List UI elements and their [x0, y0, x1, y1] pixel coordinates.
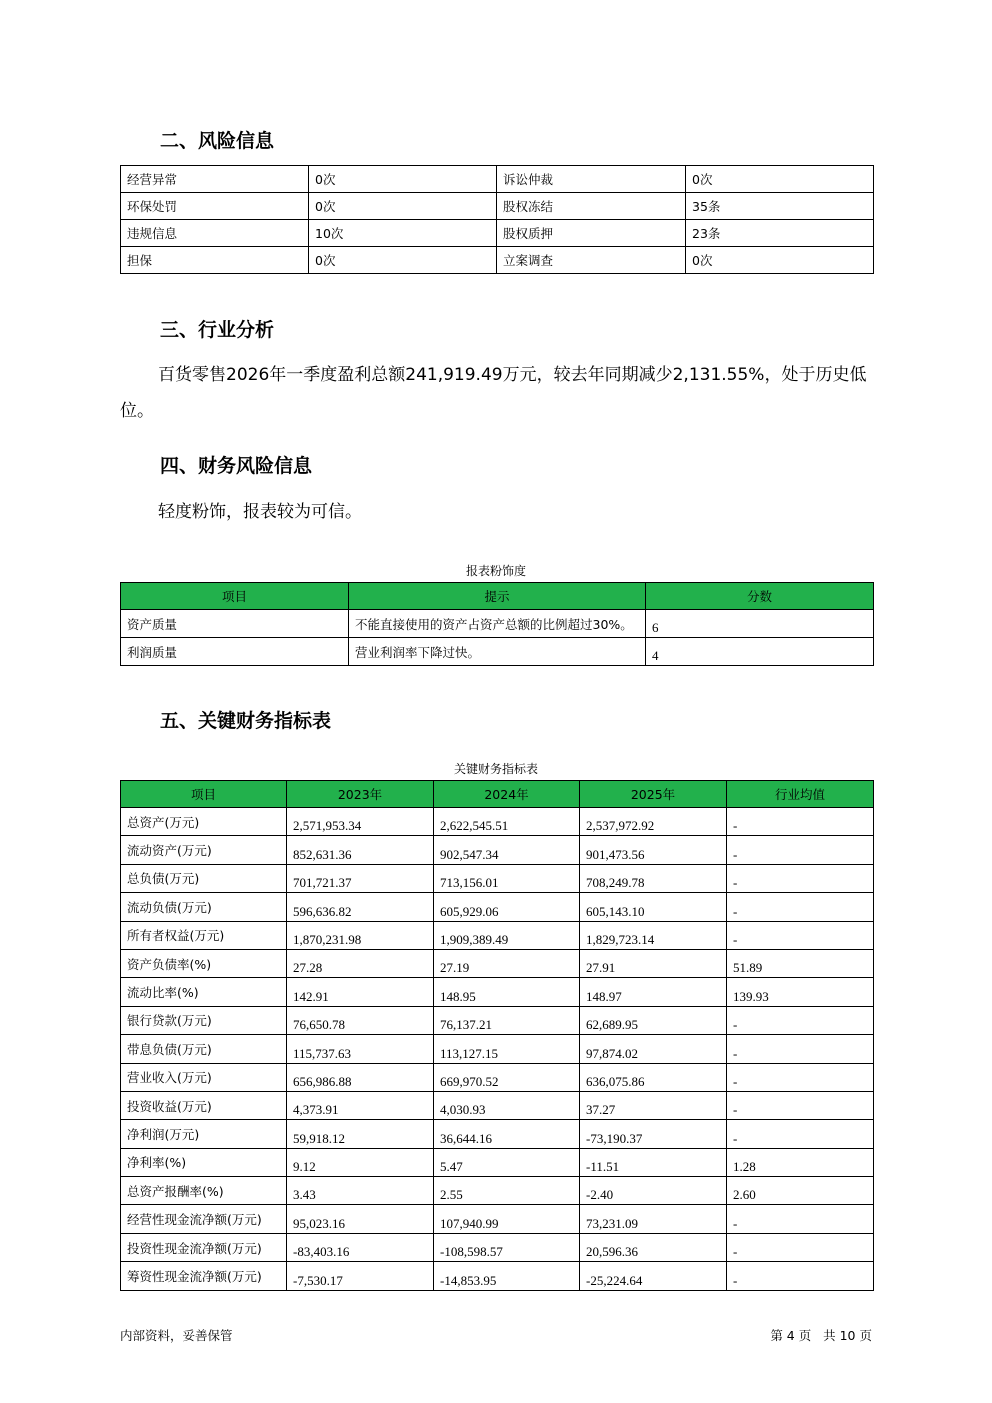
risk-value-cell: 0次: [309, 247, 497, 274]
metric-value-cell: 2.60: [727, 1177, 874, 1205]
metric-value-cell: 656,986.88: [287, 1063, 434, 1091]
metric-value-cell: 3.43: [287, 1177, 434, 1205]
section-title-fin-risk: 四、财务风险信息: [160, 455, 313, 477]
metric-label-cell: 投资收益(万元): [121, 1091, 287, 1119]
risk-value-cell: 0次: [309, 166, 497, 193]
section-title-key-metrics: 五、关键财务指标表: [160, 710, 332, 732]
metric-value-cell: -: [727, 1262, 874, 1290]
metric-value-cell: 37.27: [580, 1091, 727, 1119]
metric-label-cell: 带息负债(万元): [121, 1035, 287, 1063]
metric-value-cell: 708,249.78: [580, 864, 727, 892]
metric-label-cell: 筹资性现金流净额(万元): [121, 1262, 287, 1290]
table-row: [121, 864, 874, 892]
table-row: [121, 1091, 874, 1119]
metric-value-cell: -: [727, 864, 874, 892]
risk-row: [121, 247, 874, 274]
metric-value-cell: 95,023.16: [287, 1205, 434, 1233]
risk-value-cell: 0次: [686, 247, 874, 274]
risk-row: [121, 193, 874, 220]
metric-value-cell: 115,737.63: [287, 1035, 434, 1063]
metric-label-cell: 资产负债率(%): [121, 949, 287, 977]
polish-header-cell: 提示: [349, 583, 646, 610]
metric-label-cell: 所有者权益(万元): [121, 921, 287, 949]
metrics-table-caption: 关键财务指标表: [453, 762, 538, 776]
metric-value-cell: 148.95: [434, 978, 580, 1006]
table-row: [121, 1262, 874, 1290]
polish-cell: 营业利润率下降过快。: [349, 638, 646, 666]
metric-value-cell: -25,224.64: [580, 1262, 727, 1290]
metric-value-cell: -2.40: [580, 1177, 727, 1205]
polish-table-caption: 报表粉饰度: [465, 564, 526, 578]
table-row: [121, 1120, 874, 1148]
metric-value-cell: 852,631.36: [287, 836, 434, 864]
metric-label-cell: 总资产(万元): [121, 808, 287, 836]
metric-value-cell: 701,721.37: [287, 864, 434, 892]
metric-label-cell: 流动负债(万元): [121, 893, 287, 921]
metric-label-cell: 总资产报酬率(%): [121, 1177, 287, 1205]
table-row: [121, 978, 874, 1006]
metric-value-cell: 107,940.99: [434, 1205, 580, 1233]
metric-value-cell: -83,403.16: [287, 1233, 434, 1261]
polish-cell: 利润质量: [121, 638, 349, 666]
table-row: [121, 1233, 874, 1261]
metric-value-cell: 713,156.01: [434, 864, 580, 892]
risk-value-cell: 0次: [686, 166, 874, 193]
footer-left: 内部资料，妥善保管: [120, 1328, 233, 1343]
risk-label-cell: 担保: [121, 247, 309, 274]
metric-value-cell: 1,829,723.14: [580, 921, 727, 949]
metric-value-cell: 97,874.02: [580, 1035, 727, 1063]
metric-value-cell: -: [727, 836, 874, 864]
risk-label-cell: 诉讼仲裁: [497, 166, 686, 193]
polish-header-cell: 分数: [646, 583, 874, 610]
table-row: [121, 949, 874, 977]
metric-value-cell: -11.51: [580, 1148, 727, 1176]
metric-value-cell: 2.55: [434, 1177, 580, 1205]
metric-value-cell: 2,537,972.92: [580, 808, 727, 836]
table-row: [121, 808, 874, 836]
metric-value-cell: -: [727, 1205, 874, 1233]
risk-row: [121, 220, 874, 247]
metric-label-cell: 流动资产(万元): [121, 836, 287, 864]
metric-value-cell: -: [727, 921, 874, 949]
metric-value-cell: 1,870,231.98: [287, 921, 434, 949]
metric-label-cell: 投资性现金流净额(万元): [121, 1233, 287, 1261]
metric-value-cell: 51.89: [727, 949, 874, 977]
metric-value-cell: 27.91: [580, 949, 727, 977]
risk-label-cell: 立案调查: [497, 247, 686, 274]
metric-value-cell: 139.93: [727, 978, 874, 1006]
metric-value-cell: -73,190.37: [580, 1120, 727, 1148]
risk-label-cell: 违规信息: [121, 220, 309, 247]
metric-value-cell: 36,644.16: [434, 1120, 580, 1148]
table-row: [121, 893, 874, 921]
metric-value-cell: -: [727, 808, 874, 836]
risk-value-cell: 35条: [686, 193, 874, 220]
metric-value-cell: 76,650.78: [287, 1006, 434, 1034]
metric-value-cell: 2,622,545.51: [434, 808, 580, 836]
metric-label-cell: 流动比率(%): [121, 978, 287, 1006]
table-row: [121, 921, 874, 949]
fin-risk-paragraph: 轻度粉饰，报表较为可信。: [158, 502, 362, 522]
polish-cell: 4: [646, 638, 874, 666]
metric-value-cell: -: [727, 1233, 874, 1261]
polish-row: [121, 638, 874, 666]
metrics-header-cell: 2025年: [580, 781, 727, 808]
table-row: [121, 1006, 874, 1034]
metrics-header-cell: 行业均值: [727, 781, 874, 808]
metrics-header-cell: 项目: [121, 781, 287, 808]
metric-value-cell: 142.91: [287, 978, 434, 1006]
metric-value-cell: -: [727, 1006, 874, 1034]
metric-value-cell: 148.97: [580, 978, 727, 1006]
footer-page-number: 第 4 页 共 10 页: [770, 1328, 872, 1343]
metric-value-cell: 76,137.21: [434, 1006, 580, 1034]
metric-value-cell: 1.28: [727, 1148, 874, 1176]
section-title-industry: 三、行业分析: [160, 319, 275, 341]
metric-value-cell: 27.28: [287, 949, 434, 977]
metric-value-cell: 636,075.86: [580, 1063, 727, 1091]
polish-cell: 不能直接使用的资产占资产总额的比例超过30%。: [349, 610, 646, 638]
metric-value-cell: 27.19: [434, 949, 580, 977]
metric-value-cell: -108,598.57: [434, 1233, 580, 1261]
table-row: [121, 836, 874, 864]
metric-label-cell: 净利率(%): [121, 1148, 287, 1176]
metrics-header-cell: 2023年: [287, 781, 434, 808]
metrics-header-cell: 2024年: [434, 781, 580, 808]
metric-label-cell: 总负债(万元): [121, 864, 287, 892]
metric-label-cell: 净利润(万元): [121, 1120, 287, 1148]
risk-value-cell: 10次: [309, 220, 497, 247]
risk-row: [121, 166, 874, 193]
risk-table: [120, 165, 874, 274]
risk-label-cell: 环保处罚: [121, 193, 309, 220]
industry-paragraph: 百货零售2026年一季度盈利总额241,919.49万元，较去年同期减少2,131.55%，处于历史低位。: [120, 365, 867, 421]
table-row: [121, 1205, 874, 1233]
polish-cell: 6: [646, 610, 874, 638]
metric-value-cell: 59,918.12: [287, 1120, 434, 1148]
risk-value-cell: 0次: [309, 193, 497, 220]
metric-value-cell: -: [727, 1091, 874, 1119]
metric-value-cell: -14,853.95: [434, 1262, 580, 1290]
metric-value-cell: 605,929.06: [434, 893, 580, 921]
risk-label-cell: 经营异常: [121, 166, 309, 193]
metric-value-cell: 4,030.93: [434, 1091, 580, 1119]
metric-value-cell: 902,547.34: [434, 836, 580, 864]
table-row: [121, 1177, 874, 1205]
polish-header-cell: 项目: [121, 583, 349, 610]
metric-value-cell: -: [727, 893, 874, 921]
polish-row: [121, 610, 874, 638]
metric-value-cell: -: [727, 1035, 874, 1063]
table-row: [121, 1063, 874, 1091]
metric-value-cell: 5.47: [434, 1148, 580, 1176]
section-title-risk: 二、风险信息: [160, 130, 275, 152]
risk-label-cell: 股权冻结: [497, 193, 686, 220]
metric-value-cell: 596,636.82: [287, 893, 434, 921]
table-row: [121, 1148, 874, 1176]
metric-value-cell: 113,127.15: [434, 1035, 580, 1063]
metric-value-cell: 62,689.95: [580, 1006, 727, 1034]
metric-value-cell: 605,143.10: [580, 893, 727, 921]
metric-value-cell: 2,571,953.34: [287, 808, 434, 836]
metric-label-cell: 银行贷款(万元): [121, 1006, 287, 1034]
metric-value-cell: 669,970.52: [434, 1063, 580, 1091]
metric-value-cell: 73,231.09: [580, 1205, 727, 1233]
metric-value-cell: 20,596.36: [580, 1233, 727, 1261]
metric-value-cell: -: [727, 1063, 874, 1091]
metrics-table: [120, 780, 874, 1291]
polish-table: [120, 582, 874, 666]
risk-label-cell: 股权质押: [497, 220, 686, 247]
polish-cell: 资产质量: [121, 610, 349, 638]
metric-value-cell: -: [727, 1120, 874, 1148]
table-row: [121, 1035, 874, 1063]
metric-value-cell: 4,373.91: [287, 1091, 434, 1119]
metric-value-cell: 9.12: [287, 1148, 434, 1176]
metric-label-cell: 营业收入(万元): [121, 1063, 287, 1091]
metric-label-cell: 经营性现金流净额(万元): [121, 1205, 287, 1233]
risk-value-cell: 23条: [686, 220, 874, 247]
metric-value-cell: 901,473.56: [580, 836, 727, 864]
metric-value-cell: 1,909,389.49: [434, 921, 580, 949]
metric-value-cell: -7,530.17: [287, 1262, 434, 1290]
